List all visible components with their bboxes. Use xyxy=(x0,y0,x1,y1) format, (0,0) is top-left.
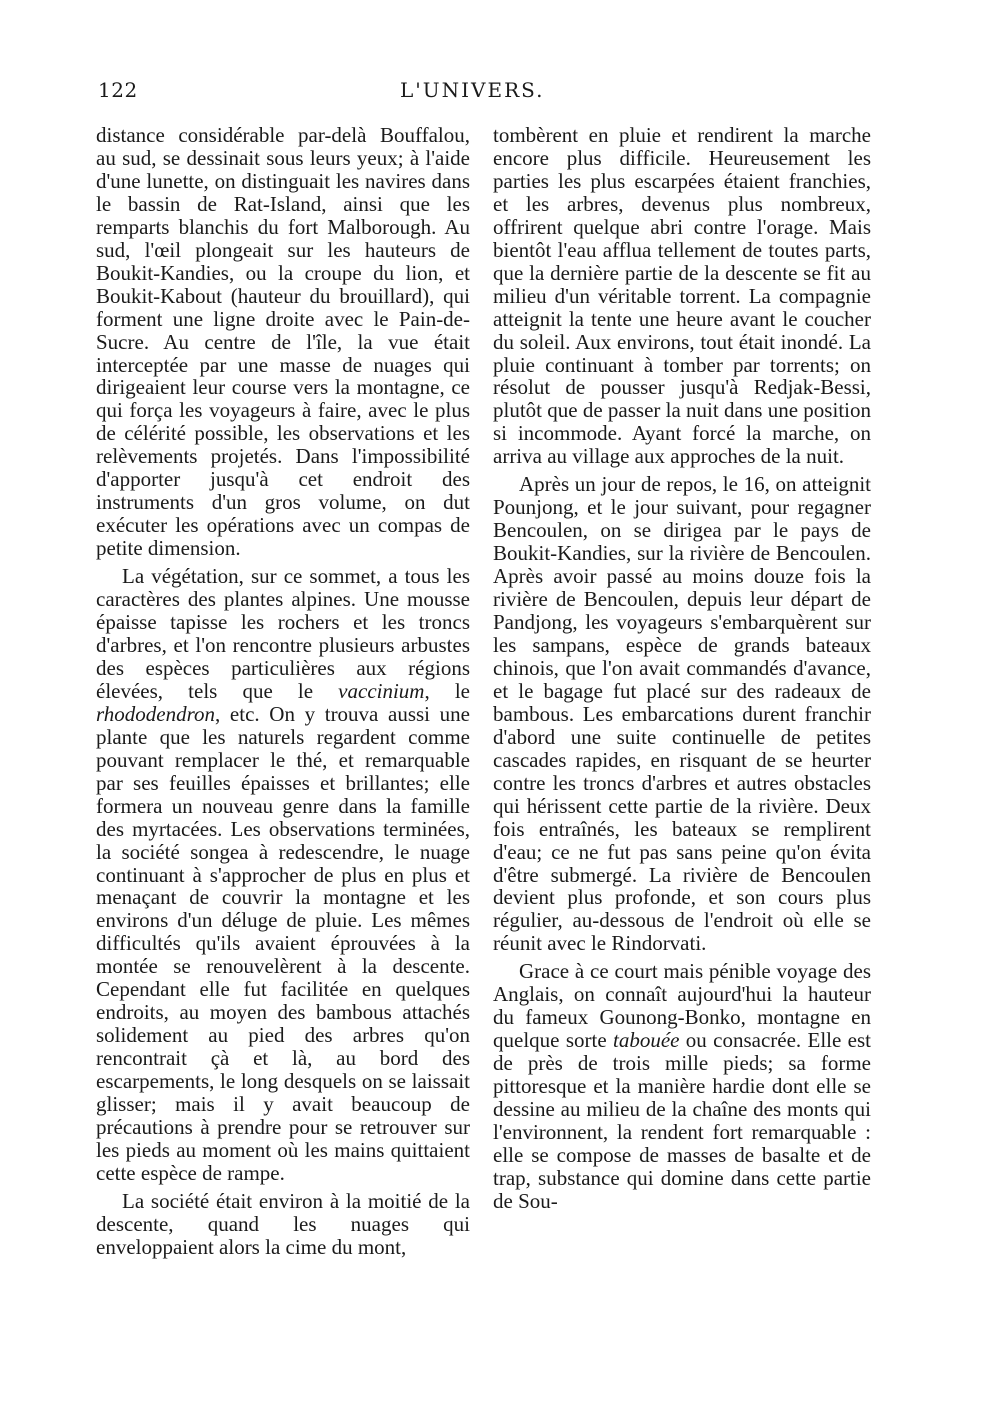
running-title: L'UNIVERS. xyxy=(400,78,545,102)
left-paragraph-2-text-c: , etc. On y trouva aussi une plante que les naturels regardent comme pouvant remplacer le thé, et remarquable par ses feuilles épaisses et brillantes; elle formera un nouveau genre dans la famille des myrtacées. Les observations terminées, la société songea à redescendre, le nuage continuant à s'approcher de plus en plus et menaçant de couvrir la montagne et les environs d'un déluge de pluie. Les mêmes difficultés qu'ils avaient éprouvées à la montée se renouvelèrent à la descente. Cependant elle fut facilitée en quelques endroits, au moyen des bambous attachés solidement au pied des arbres qu'on rencontrait çà et là, au bord des escarpements, le long desquels on se laissait glisser; mais il y avait beaucoup de précautions à prendre pour se retrouver sur les pieds au moment où les mains quittaient cette espèce de rampe. xyxy=(96,701,470,1185)
left-paragraph-2 xyxy=(96,565,470,1185)
left-paragraph-2-italic-1: vaccinium xyxy=(338,678,425,703)
left-paragraph-2-italic-2: rhododendron xyxy=(96,701,216,726)
right-paragraph-3-italic: tabouée xyxy=(612,1028,680,1053)
right-paragraph-1: tombèrent en pluie et rendirent la marche encore plus difficile. Heureusement les parties les plus escarpées étaient franchies, et les arbres, devenus plus nombreux, offrirent quelque abri contre l'orage. Mais bientôt l'eau afflua tellement de toutes parts, que la dernière partie de la descente se fit au milieu d'un véritable torrent. La compagnie atteignit la tente une heure avant le coucher du soleil. Aux environs, tout était inondé. La pluie continuant à tomber par torrents; on résolut de pousser jusqu'à Redjak-Bessi, plutôt que de passer la nuit dans une position si incommode. Ayant forcé la marche, on arriva au village aux approches de la nuit. xyxy=(493,123,871,469)
left-column xyxy=(96,124,470,1259)
right-paragraph-3-text-b: ou consacrée. Elle est de près de trois mille pieds; sa forme pittoresque et la manière hardie dont elle se dessine au milieu de la chaîne des monts qui l'environnent, la rendent fort remarquable : elle se compose de masses de basalte et de trap, substance qui domine dans cette partie de Sou- xyxy=(493,1028,871,1213)
right-column xyxy=(493,124,871,1213)
left-paragraph-3: La société était environ à la moitié de la descente, quand les nuages qui enveloppaient alors la cime du mont, xyxy=(96,1188,470,1259)
right-paragraph-3 xyxy=(493,960,871,1212)
left-paragraph-2-text-b: , le xyxy=(424,678,470,703)
right-paragraph-2: Après un jour de repos, le 16, on atteignit Pounjong, et le jour suivant, pour regagner Bencoulen, on se dirigea par le pays de Boukit-Kandies, sur la rivière de Bencoulen. Après avoir passé au moins douze fois la rivière de Bencoulen, depuis leur départ de Pandjong, les voyageurs s'embarquèrent sur les sampans, espèce de grands bateaux chinois, que l'on avait commandés d'avance, et le bagage fut placé sur des radeaux de bambous. Les embarcations durent franchir d'abord une suite continuelle de petites cascades rapides, en risquant de se heurter contre les troncs d'arbres et autres obstacles qui hérissent cette partie de la rivière. Deux fois entraînés, les bateaux se remplirent d'eau; ce ne fut pas sans peine qu'on évita d'être submergé. La rivière de Bencoulen devient plus profonde, et son cours plus régulier, au-dessous de l'endroit où elle se réunit avec le Rindorvati. xyxy=(493,472,871,956)
right-paragraph-3-text-a: Grace à ce court mais pénible voyage des Anglais, on connaît aujourd'hui la hauteur du fameux Gounong-Bonko, montagne en quelque sorte xyxy=(493,959,871,1053)
left-paragraph-1: distance considérable par-delà Bouffalou, au sud, se dessinait sous leurs yeux; à l'aide d'une lunette, on distinguait les navires dans le bassin de Rat-Island, ainsi que les remparts blanchis du fort Malborough. Au sud, l'œil plongeait sur les hauteurs de Boukit-Kandies, ou la croupe du lion, et Boukit-Kabout (hauteur du brouillard), qui forment une ligne droite avec le Pain-de-Sucre. Au centre de l'île, la vue était interceptée par une masse de nuages qui dirigeaient leur course vers la montagne, ce qui força les voyageurs à faire, avec le plus de célérité possible, les observations et les relèvements projetés. Dans l'impossibilité d'apporter jusqu'à cet endroit des instruments d'un gros volume, on dut exécuter les opérations avec un compas de petite dimension. xyxy=(96,123,470,561)
left-paragraph-2-text-a: La végétation, sur ce sommet, a tous les caractères des plantes alpines. Une mousse épaisse tapisse les rochers et les troncs d'arbres, et l'on rencontre plusieurs arbustes des espèces particulières aux régions élevées, tels que le xyxy=(96,564,470,703)
page-number: 122 xyxy=(98,78,138,102)
